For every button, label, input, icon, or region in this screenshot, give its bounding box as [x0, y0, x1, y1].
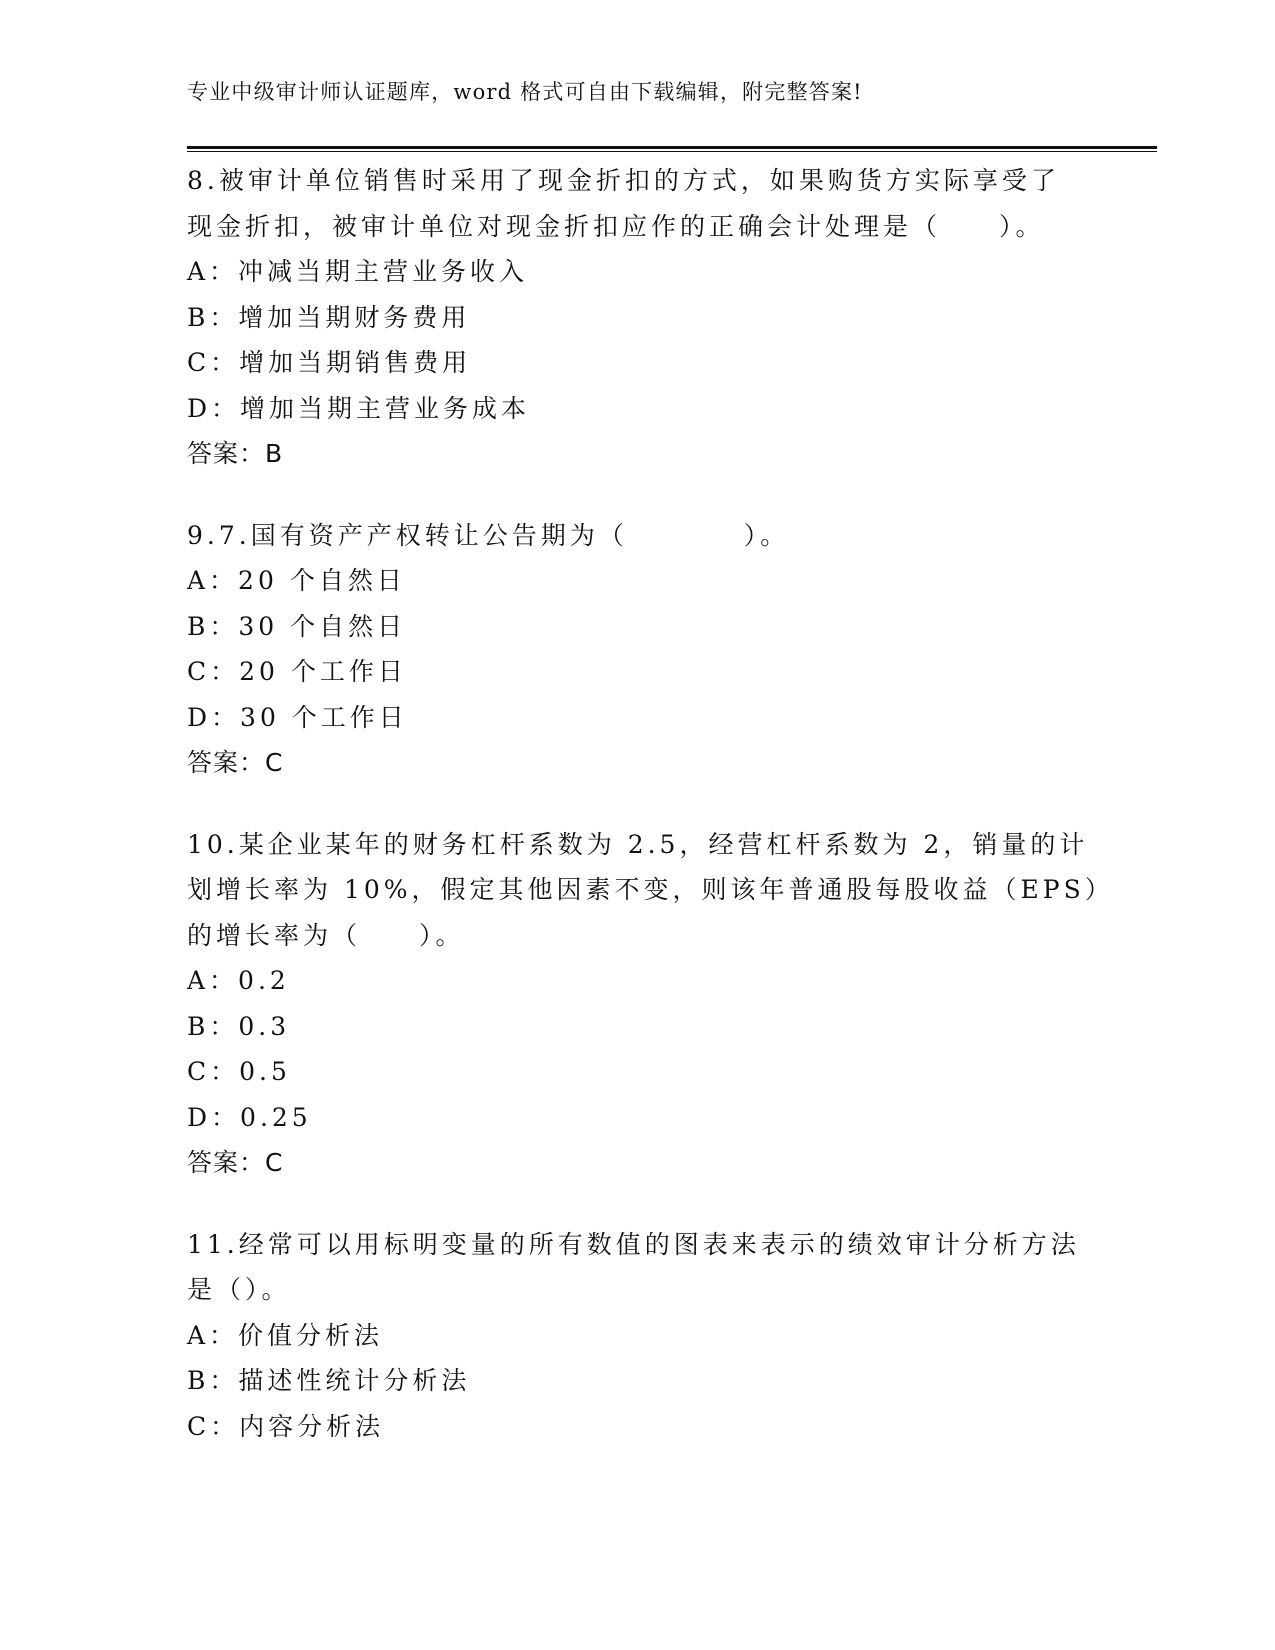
option-b: B：描述性统计分析法	[187, 1366, 471, 1395]
option-a: A：20 个自然日	[187, 566, 406, 595]
option-b: B：增加当期财务费用	[187, 302, 471, 332]
option-d: D：0.25	[187, 1102, 312, 1132]
question-text-line: 是（）。	[187, 1275, 291, 1304]
option-d: D：30 个工作日	[187, 702, 408, 732]
option-c: C：增加当期销售费用	[187, 348, 472, 377]
question-10	[187, 822, 1114, 1186]
option-a: A：冲减当期主营业务收入	[187, 257, 529, 286]
question-text-line: 的增长率为（ ）。	[187, 920, 465, 950]
option-a: A：0.2	[187, 966, 290, 995]
question-8	[187, 158, 1087, 477]
question-text-line: 11.经常可以用标明变量的所有数值的图表来表示的绩效审计分析方法	[187, 1229, 1080, 1259]
header-divider-thick	[187, 146, 1157, 149]
header-note: 专业中级审计师认证题库，word 格式可自由下载编辑，附完整答案!	[187, 80, 863, 104]
option-c: C：0.5	[187, 1057, 291, 1086]
answer-text: 答案：C	[187, 748, 284, 777]
header-divider-thin	[187, 151, 1157, 152]
option-b: B：30 个自然日	[187, 611, 407, 641]
answer-text: 答案：B	[187, 439, 284, 468]
question-text-line: 划增长率为 10%，假定其他因素不变，则该年普通股每股收益（EPS）	[187, 875, 1114, 904]
question-11	[187, 1222, 1087, 1450]
question-text-line: 10.某企业某年的财务杠杆系数为 2.5，经营杠杆系数为 2，销量的计	[187, 829, 1089, 859]
option-d: D：增加当期主营业务成本	[187, 393, 531, 423]
question-9	[187, 513, 1087, 786]
question-text-line: 现金折扣，被审计单位对现金折扣应作的正确会计处理是（ ）。	[187, 211, 1045, 241]
option-a: A：价值分析法	[187, 1320, 384, 1350]
question-list	[187, 158, 1114, 1485]
question-text-line: 8.被审计单位销售时采用了现金折扣的方式，如果购货方实际享受了	[187, 166, 1060, 195]
option-c: C：20 个工作日	[187, 657, 407, 686]
answer-text: 答案：C	[187, 1148, 284, 1177]
option-b: B：0.3	[187, 1011, 291, 1041]
option-c: C：内容分析法	[187, 1411, 385, 1441]
question-text-line: 9.7.国有资产产权转让公告期为（ ）。	[187, 520, 790, 550]
